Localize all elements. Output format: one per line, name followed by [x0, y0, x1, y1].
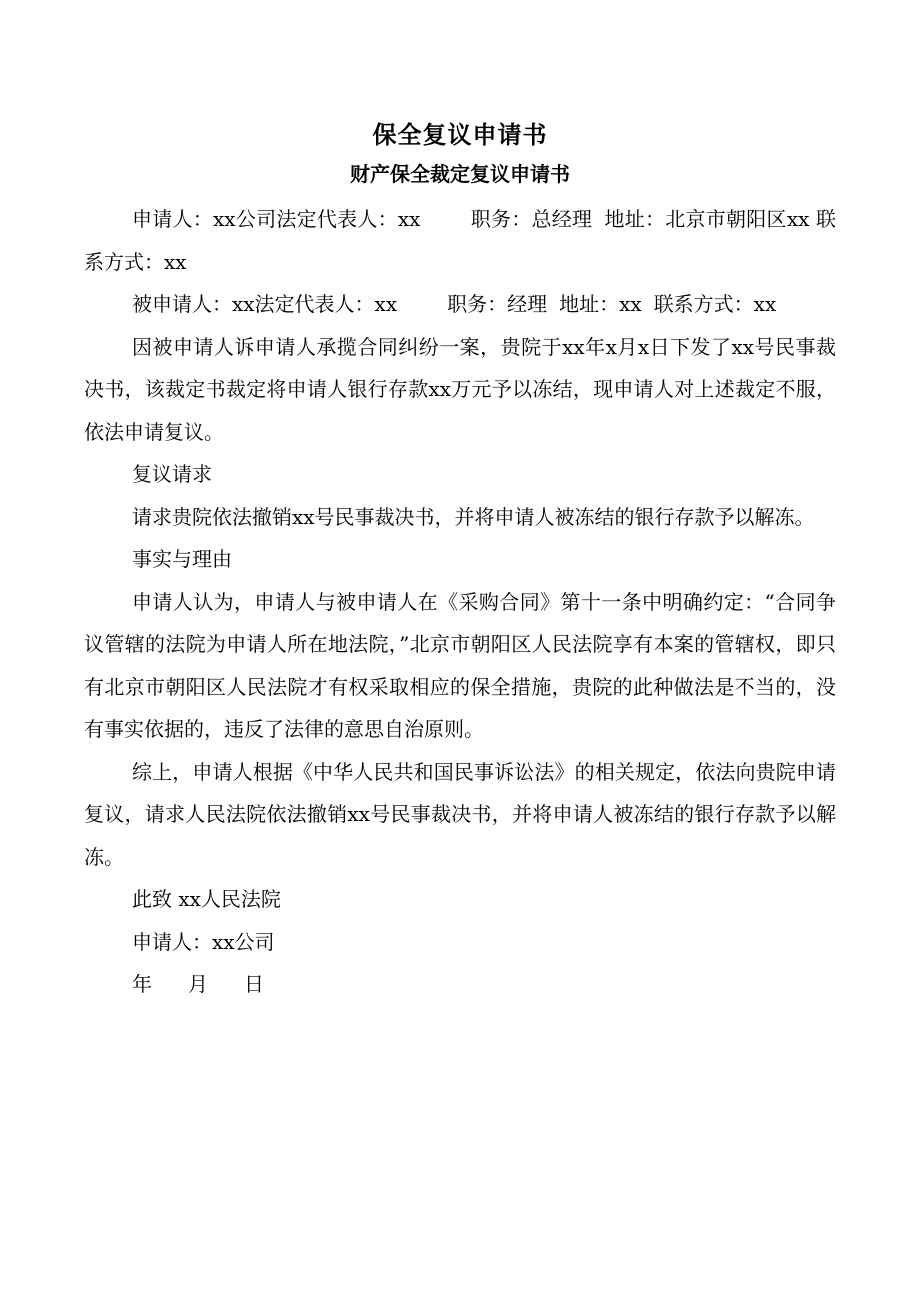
facts-paragraph: 申请人认为，申请人与被申请人在《采购合同》第十一条中明确约定：“合同争议管辖的法院为申请人所在地法院，”北京市朝阳区人民法院享有本案的管辖权，即只有北京市朝阳区人民法院才有权采取相应的保全措施，贵院的此种做法是不当的，没有事实依据的，违反了法律的意思自治原则。 — [84, 589, 836, 741]
document-body — [84, 198, 836, 1006]
respondent-name-rep: 被申请人：xx法定代表人：xx — [132, 292, 398, 316]
respondent-info — [84, 283, 836, 326]
facts-heading: 事实与理由 — [132, 547, 232, 571]
applicant-address: 地址：北京市朝阳区xx — [604, 207, 810, 231]
applicant-position: 职务：总经理 — [470, 207, 593, 231]
signature: 申请人：xx公司 — [132, 929, 275, 954]
document-title: 保全复议申请书 — [372, 121, 548, 149]
applicant-name-rep: 申请人：xx公司法定代表人：xx — [132, 207, 421, 231]
request-paragraph: 请求贵院依法撤销xx号民事裁决书，并将申请人被冻结的银行存款予以解冻。 — [132, 504, 815, 529]
respondent-position: 职务：经理 — [447, 292, 548, 316]
date-line — [84, 963, 836, 1006]
salutation: 此致 xx人民法院 — [132, 887, 281, 911]
conclusion-paragraph: 综上，申请人根据《中华人民共和国民事诉讼法》的相关规定，依法向贵院申请复议，请求人民法院依法撤销xx号民事裁决书，并将申请人被冻结的银行存款予以解冻。 — [84, 759, 836, 869]
respondent-address: 地址：xx — [559, 292, 642, 316]
document-subtitle: 财产保全裁定复议申请书 — [350, 162, 570, 186]
request-heading: 复议请求 — [132, 462, 212, 486]
applicant-contact: 联系方式：xx — [84, 207, 836, 274]
date-year: 年 — [132, 972, 152, 996]
applicant-info — [84, 198, 836, 283]
date-month: 月 — [188, 972, 208, 996]
date-day: 日 — [244, 972, 264, 996]
respondent-contact: 联系方式：xx — [653, 292, 777, 316]
intro-paragraph: 因被申请人诉申请人承揽合同纠纷一案，贵院于xx年x月x日下发了xx号民事裁决书，该裁定书裁定将申请人银行存款xx万元予以冻结，现申请人对上述裁定不服，依法申请复议。 — [84, 334, 836, 444]
